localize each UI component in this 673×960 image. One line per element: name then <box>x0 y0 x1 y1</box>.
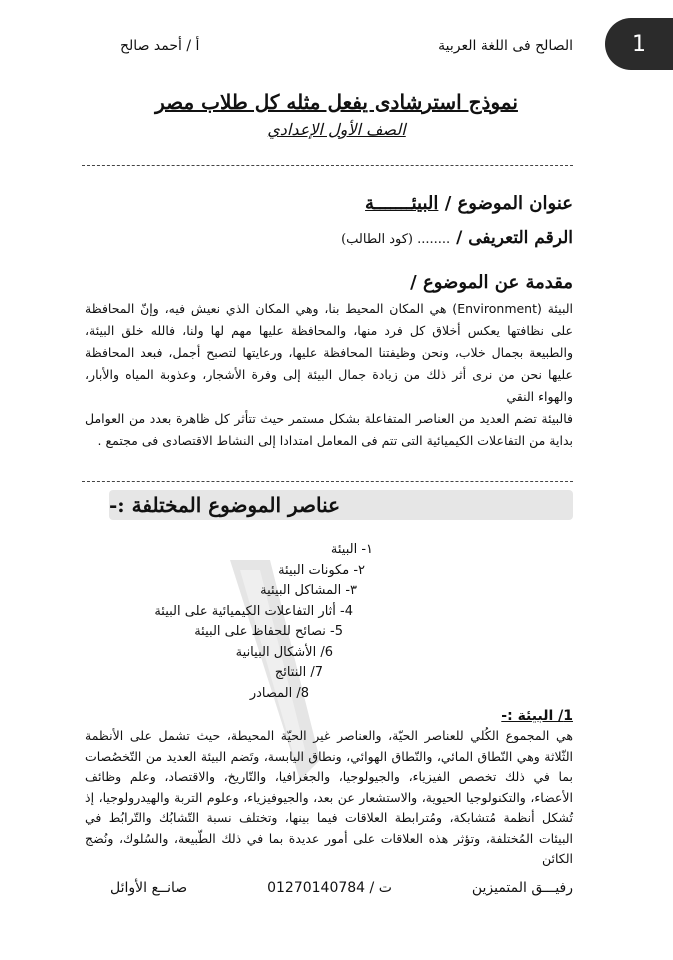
section-paragraph: هي المجموع الكُلي للعناصر الحيّة، والعناصر غير الحيّة المحيطة، حيث تشمل على الأنظمة الثّلاثة وهي النّطاق المائي، والنّطاق الهوائي، ونطاق اليابسة، وتَضم البيئة العديد من التّخصُصات بما في ذلك تخصص الفيزياء، والجيولوجيا، والجغرافيا، والتّاريخ، والاقتصاد، وعلم وظائف الأعضاء، والتكنولوجيا الحيوية، والاستشعار عن بعد، والجيوفيزياء، وعلوم التربة والهيدرولوجيا، إذ تُشكل أنظمة مُتشابكة، ومُترابطة العلاقات فيما بينها، وتختلف نسبة التّشابُك والتّرابُط في البيئات المُختلفة، وتؤثر هذه العلاقات على أمور عديدة بما في ذلك الطّبيعة، والسُلوك، ونُضج الكائن <box>85 728 573 866</box>
intro-heading: مقدمة عن الموضوع / <box>410 272 573 293</box>
topic-name: البيئـــــــة <box>365 193 439 214</box>
page-footer <box>110 880 573 896</box>
list-item: 4- أثار التفاعلات الكيميائية على البيئة <box>154 603 353 619</box>
page-number-badge <box>605 18 673 70</box>
topic-label: عنوان الموضوع / <box>444 193 573 214</box>
list-item: ٣- المشاكل البيئية <box>260 583 357 598</box>
elements-list <box>154 540 373 704</box>
page-title: نموذج استرشادى يفعل مثله كل طلاب مصر <box>155 90 518 114</box>
divider-middle <box>82 481 573 482</box>
list-item: 8/ المصادر <box>249 685 309 701</box>
footer-partner: رفيـــق المتميزين <box>471 880 573 896</box>
subject-label: الصالح فى اللغة العربية <box>438 38 573 54</box>
page-header <box>120 38 573 54</box>
id-value: ........ (كود الطالب) <box>341 232 451 247</box>
intro-paragraph: فالبيئة تضم العديد من العناصر المتفاعلة بشكل مستمر حيث تتأثر كل ظاهرة بعدد من العوامل بداية من التفاعلات الكيميائية التى تتم فى المعامل امتدادا إلى النشاط الاقتصادى فى مجتمع . <box>85 411 573 448</box>
list-item: 5- نصائح للحفاظ على البيئة <box>194 624 343 639</box>
id-label: الرقم التعريفى / <box>456 228 573 248</box>
page-number: 1 <box>632 31 646 57</box>
list-item: ٢- مكونات البيئة <box>278 562 365 578</box>
footer-maker: صانــع الأوائل <box>110 880 188 896</box>
divider-top <box>82 165 573 166</box>
list-item: ١- البيئة <box>330 542 373 557</box>
section-text <box>85 726 573 870</box>
grade-subtitle: الصف الأول الإعدادي <box>267 120 406 139</box>
id-line <box>341 228 573 248</box>
list-item: 7/ النتائج <box>274 665 323 680</box>
footer-phone: ت / 01270140784 <box>267 880 392 896</box>
section-heading: 1/ البيئة :- <box>501 708 573 724</box>
topic-line <box>365 193 573 214</box>
intro-text <box>85 298 573 452</box>
intro-paragraph: البيئة (Environment) هي المكان المحيط بنا، وهي المكان الذي نعيش فيه، وإنّ المحافظة على نظافتها يعكس أخلاق كل فرد منها، والمحافظة عليها مهم لها ولنا، فالله خلق البيئة، والطبيعة بجمال خلاب، ونحن وظيفتنا المحافظة عليها، ورعايتها لتصبح أجمل، فبعد المحافظة عليها نحن من نرى أثر ذلك من زيادة جمال البيئة إلى وفرة الأشجار، وعذوبة المياه والأبار، والهواء النقي <box>85 301 573 404</box>
elements-heading: عناصر الموضوع المختلفة :- <box>109 490 573 520</box>
list-item: 6/ الأشكال البيانية <box>235 644 333 660</box>
teacher-name: أ / أحمد صالح <box>120 38 200 54</box>
